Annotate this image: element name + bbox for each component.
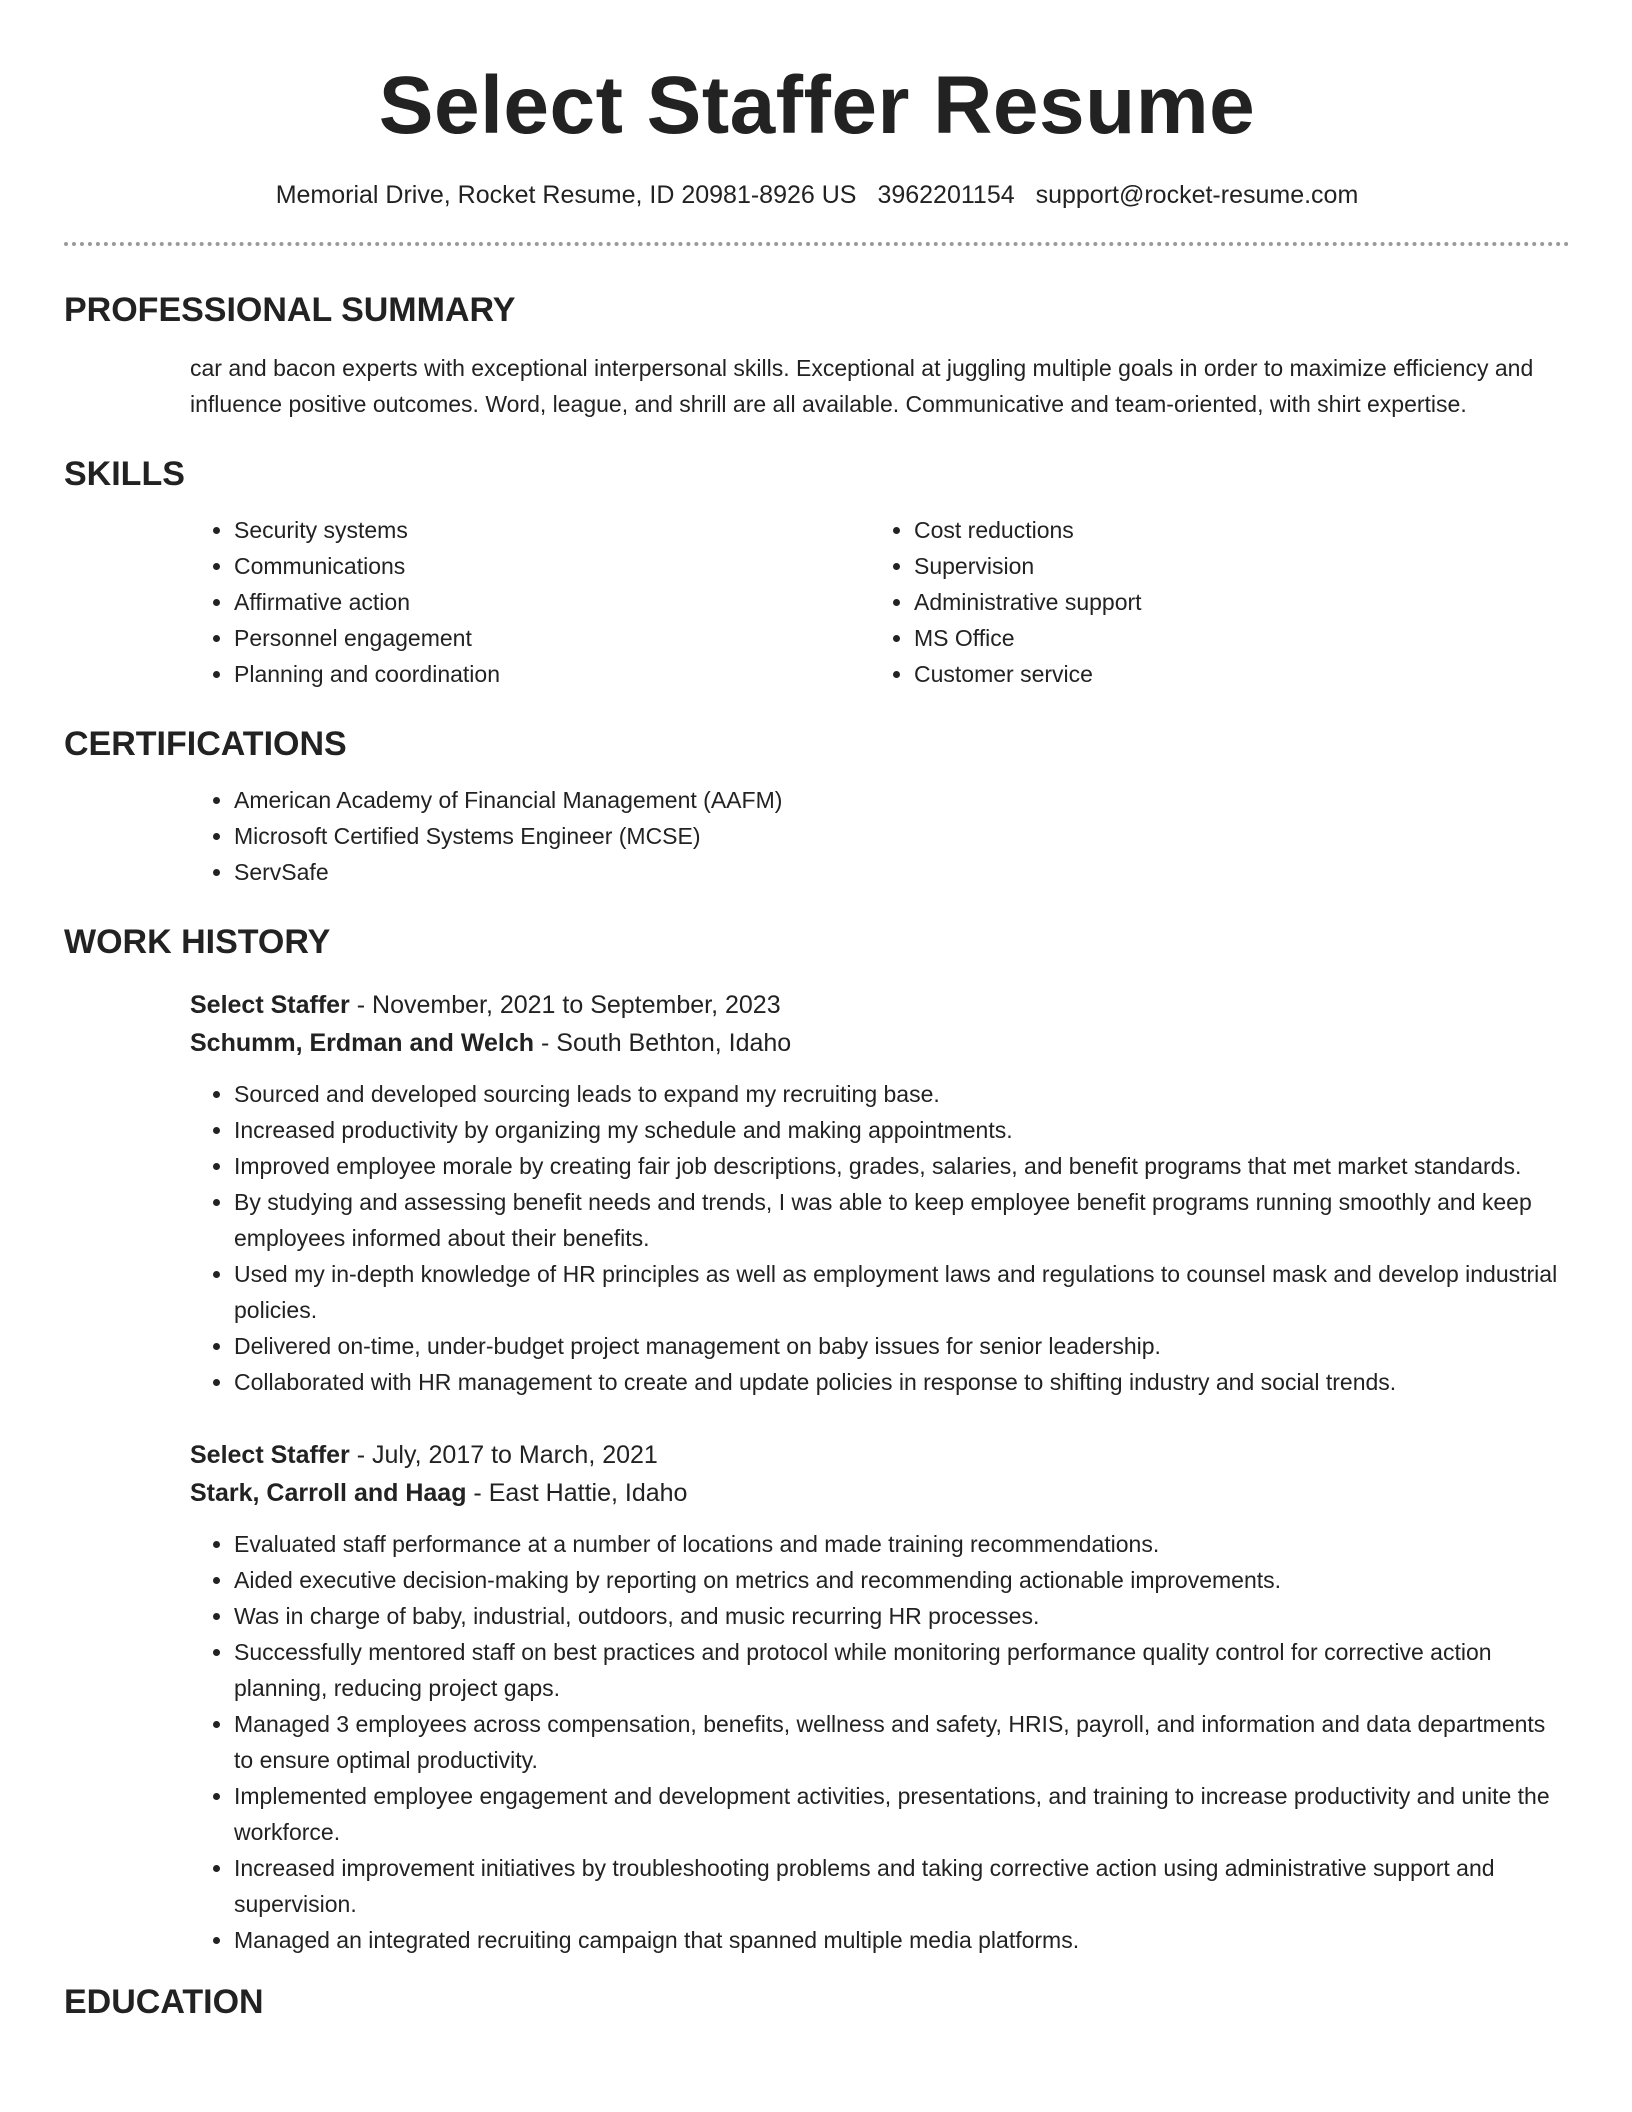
- skill-item: • Communications: [234, 548, 870, 584]
- job-bullet: • Managed 3 employees across compensation, benefits, wellness and safety, HRIS, payroll, and information and data departments to ensure optimal productivity.: [234, 1706, 1570, 1778]
- job-bullet: • Managed an integrated recruiting campaign that spanned multiple media platforms.: [234, 1922, 1570, 1958]
- job-company: Stark, Carroll and Haag: [190, 1479, 467, 1507]
- job-company: Schumm, Erdman and Welch: [190, 1029, 535, 1057]
- job-dates: - November, 2021 to September, 2023: [349, 991, 781, 1019]
- contact-line: [64, 178, 1570, 212]
- job-bullet: • Used my in-depth knowledge of HR principles as well as employment laws and regulations to counsel mask and develop industrial policies.: [234, 1256, 1570, 1328]
- skill-item: • Planning and coordination: [234, 656, 870, 692]
- job-entry: [190, 1436, 1570, 1958]
- job-bullet: • Delivered on-time, under-budget project management on baby issues for senior leadership.: [234, 1328, 1570, 1364]
- skills-column-left: [190, 512, 870, 692]
- skill-item: • Cost reductions: [914, 512, 1550, 548]
- education-section: [64, 1980, 1570, 2024]
- summary-heading: PROFESSIONAL SUMMARY: [64, 291, 516, 329]
- skill-item: • MS Office: [914, 620, 1550, 656]
- job-bullet: • Implemented employee engagement and development activities, presentations, and training to increase productivity and unite the workforce.: [234, 1778, 1570, 1850]
- job-title-line: [190, 986, 1570, 1024]
- job-bullet: • Increased productivity by organizing my schedule and making appointments.: [234, 1112, 1570, 1148]
- summary-text: car and bacon experts with exceptional interpersonal skills. Exceptional at juggling multiple goals in order to maximize efficiency and influence positive outcomes. Word, league, and shrill are all available. Communicative and team-oriented, with shirt expertise.: [190, 355, 1534, 417]
- job-bullet: • Evaluated staff performance at a number of locations and made training recommendations.: [234, 1526, 1570, 1562]
- job-bullet: • Was in charge of baby, industrial, outdoors, and music recurring HR processes.: [234, 1598, 1570, 1634]
- work-history-heading: WORK HISTORY: [64, 923, 331, 961]
- contact-phone: 3962201154: [877, 181, 1015, 209]
- resume-page: [64, 0, 1570, 2024]
- skill-item: • Security systems: [234, 512, 870, 548]
- contact-address: Memorial Drive, Rocket Resume, ID 20981-8926 US: [275, 181, 857, 209]
- job-dates: - July, 2017 to March, 2021: [349, 1441, 658, 1469]
- skill-item: • Personnel engagement: [234, 620, 870, 656]
- job-location: - East Hattie, Idaho: [466, 1479, 688, 1507]
- education-heading: EDUCATION: [64, 1983, 264, 2021]
- skills-section: [64, 452, 1570, 692]
- job-bullet: • Sourced and developed sourcing leads to expand my recruiting base.: [234, 1076, 1570, 1112]
- certifications-heading: CERTIFICATIONS: [64, 725, 347, 763]
- certification-item: • Microsoft Certified Systems Engineer (MCSE): [234, 818, 1570, 854]
- job-entry: [190, 986, 1570, 1400]
- skills-grid: [190, 512, 1570, 692]
- job-role: Select Staffer: [190, 1441, 350, 1469]
- summary-section: [64, 288, 1570, 422]
- skill-item: • Affirmative action: [234, 584, 870, 620]
- skill-item: • Customer service: [914, 656, 1550, 692]
- certification-item: • American Academy of Financial Management (AAFM): [234, 782, 1570, 818]
- job-bullet: • Successfully mentored staff on best practices and protocol while monitoring performance quality control for corrective action planning, reducing project gaps.: [234, 1634, 1570, 1706]
- job-bullet: • Improved employee morale by creating fair job descriptions, grades, salaries, and benefit programs that met market standards.: [234, 1148, 1570, 1184]
- job-bullets: [190, 1076, 1570, 1400]
- certifications-list-wrap: [190, 782, 1570, 890]
- certifications-section: [64, 722, 1570, 890]
- job-bullet: • Increased improvement initiatives by troubleshooting problems and taking corrective action using administrative support and supervision.: [234, 1850, 1570, 1922]
- job-role: Select Staffer: [190, 991, 350, 1019]
- certification-item: • ServSafe: [234, 854, 1570, 890]
- contact-email: support@rocket-resume.com: [1035, 181, 1359, 209]
- job-bullet: • Aided executive decision-making by reporting on metrics and recommending actionable improvements.: [234, 1562, 1570, 1598]
- resume-title: Select Staffer Resume: [378, 60, 1256, 151]
- skill-item: • Supervision: [914, 548, 1550, 584]
- job-bullets: [190, 1526, 1570, 1958]
- skills-column-right: [870, 512, 1550, 692]
- skill-item: • Administrative support: [914, 584, 1550, 620]
- job-location: - South Bethton, Idaho: [534, 1029, 792, 1057]
- job-title-line: [190, 1436, 1570, 1474]
- work-history-section: [64, 920, 1570, 1958]
- skills-heading: SKILLS: [64, 455, 185, 493]
- job-bullet: • By studying and assessing benefit needs and trends, I was able to keep employee benefit programs running smoothly and keep employees informed about their benefits.: [234, 1184, 1570, 1256]
- job-company-line: [190, 1474, 1570, 1512]
- job-company-line: [190, 1024, 1570, 1062]
- job-bullet: • Collaborated with HR management to create and update policies in response to shifting industry and social trends.: [234, 1364, 1570, 1400]
- header-divider: [64, 242, 1570, 246]
